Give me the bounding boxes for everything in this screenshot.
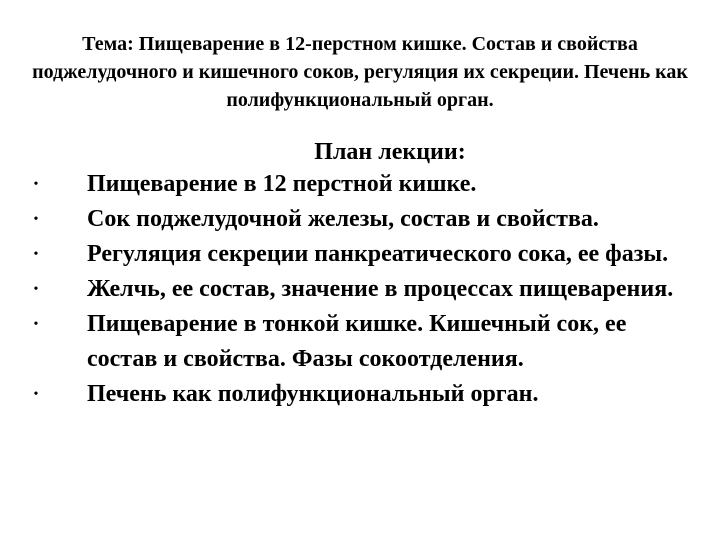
list-item-text: Пищеварение в тонкой кишке. Кишечный сок, ее состав и свойства. Фазы сокоотделения. [87, 311, 627, 372]
lecture-plan-list [0, 167, 720, 412]
bullet-icon: • [33, 212, 39, 227]
list-item [0, 377, 720, 412]
list-item-text: Печень как полифункциональный орган. [87, 381, 539, 407]
list-item [0, 167, 720, 202]
bullet-icon: • [33, 282, 39, 297]
list-item-text: Пищеварение в 12 перстной кишке. [87, 171, 477, 197]
plan-heading: План лекции: [314, 139, 466, 165]
bullet-icon: • [33, 177, 39, 192]
bullet-icon: • [33, 387, 39, 402]
list-item [0, 272, 720, 307]
list-item-text: Регуляция секреции панкреатического сока, ее фазы. [87, 241, 669, 267]
list-item [0, 202, 720, 237]
list-item-text: Желчь, ее состав, значение в процессах пищеварения. [87, 276, 674, 302]
slide-title: Тема: Пищеварение в 12-перстном кишке. Состав и свойства поджелудочного и кишечного соков, регуляция их секреции. Печень как полифункциональный орган. [32, 33, 688, 111]
list-item [0, 307, 720, 377]
bullet-icon: • [33, 247, 39, 262]
bullet-icon: • [33, 317, 39, 332]
list-item [0, 237, 720, 272]
list-item-text: Сок поджелудочной железы, состав и свойства. [87, 206, 599, 232]
